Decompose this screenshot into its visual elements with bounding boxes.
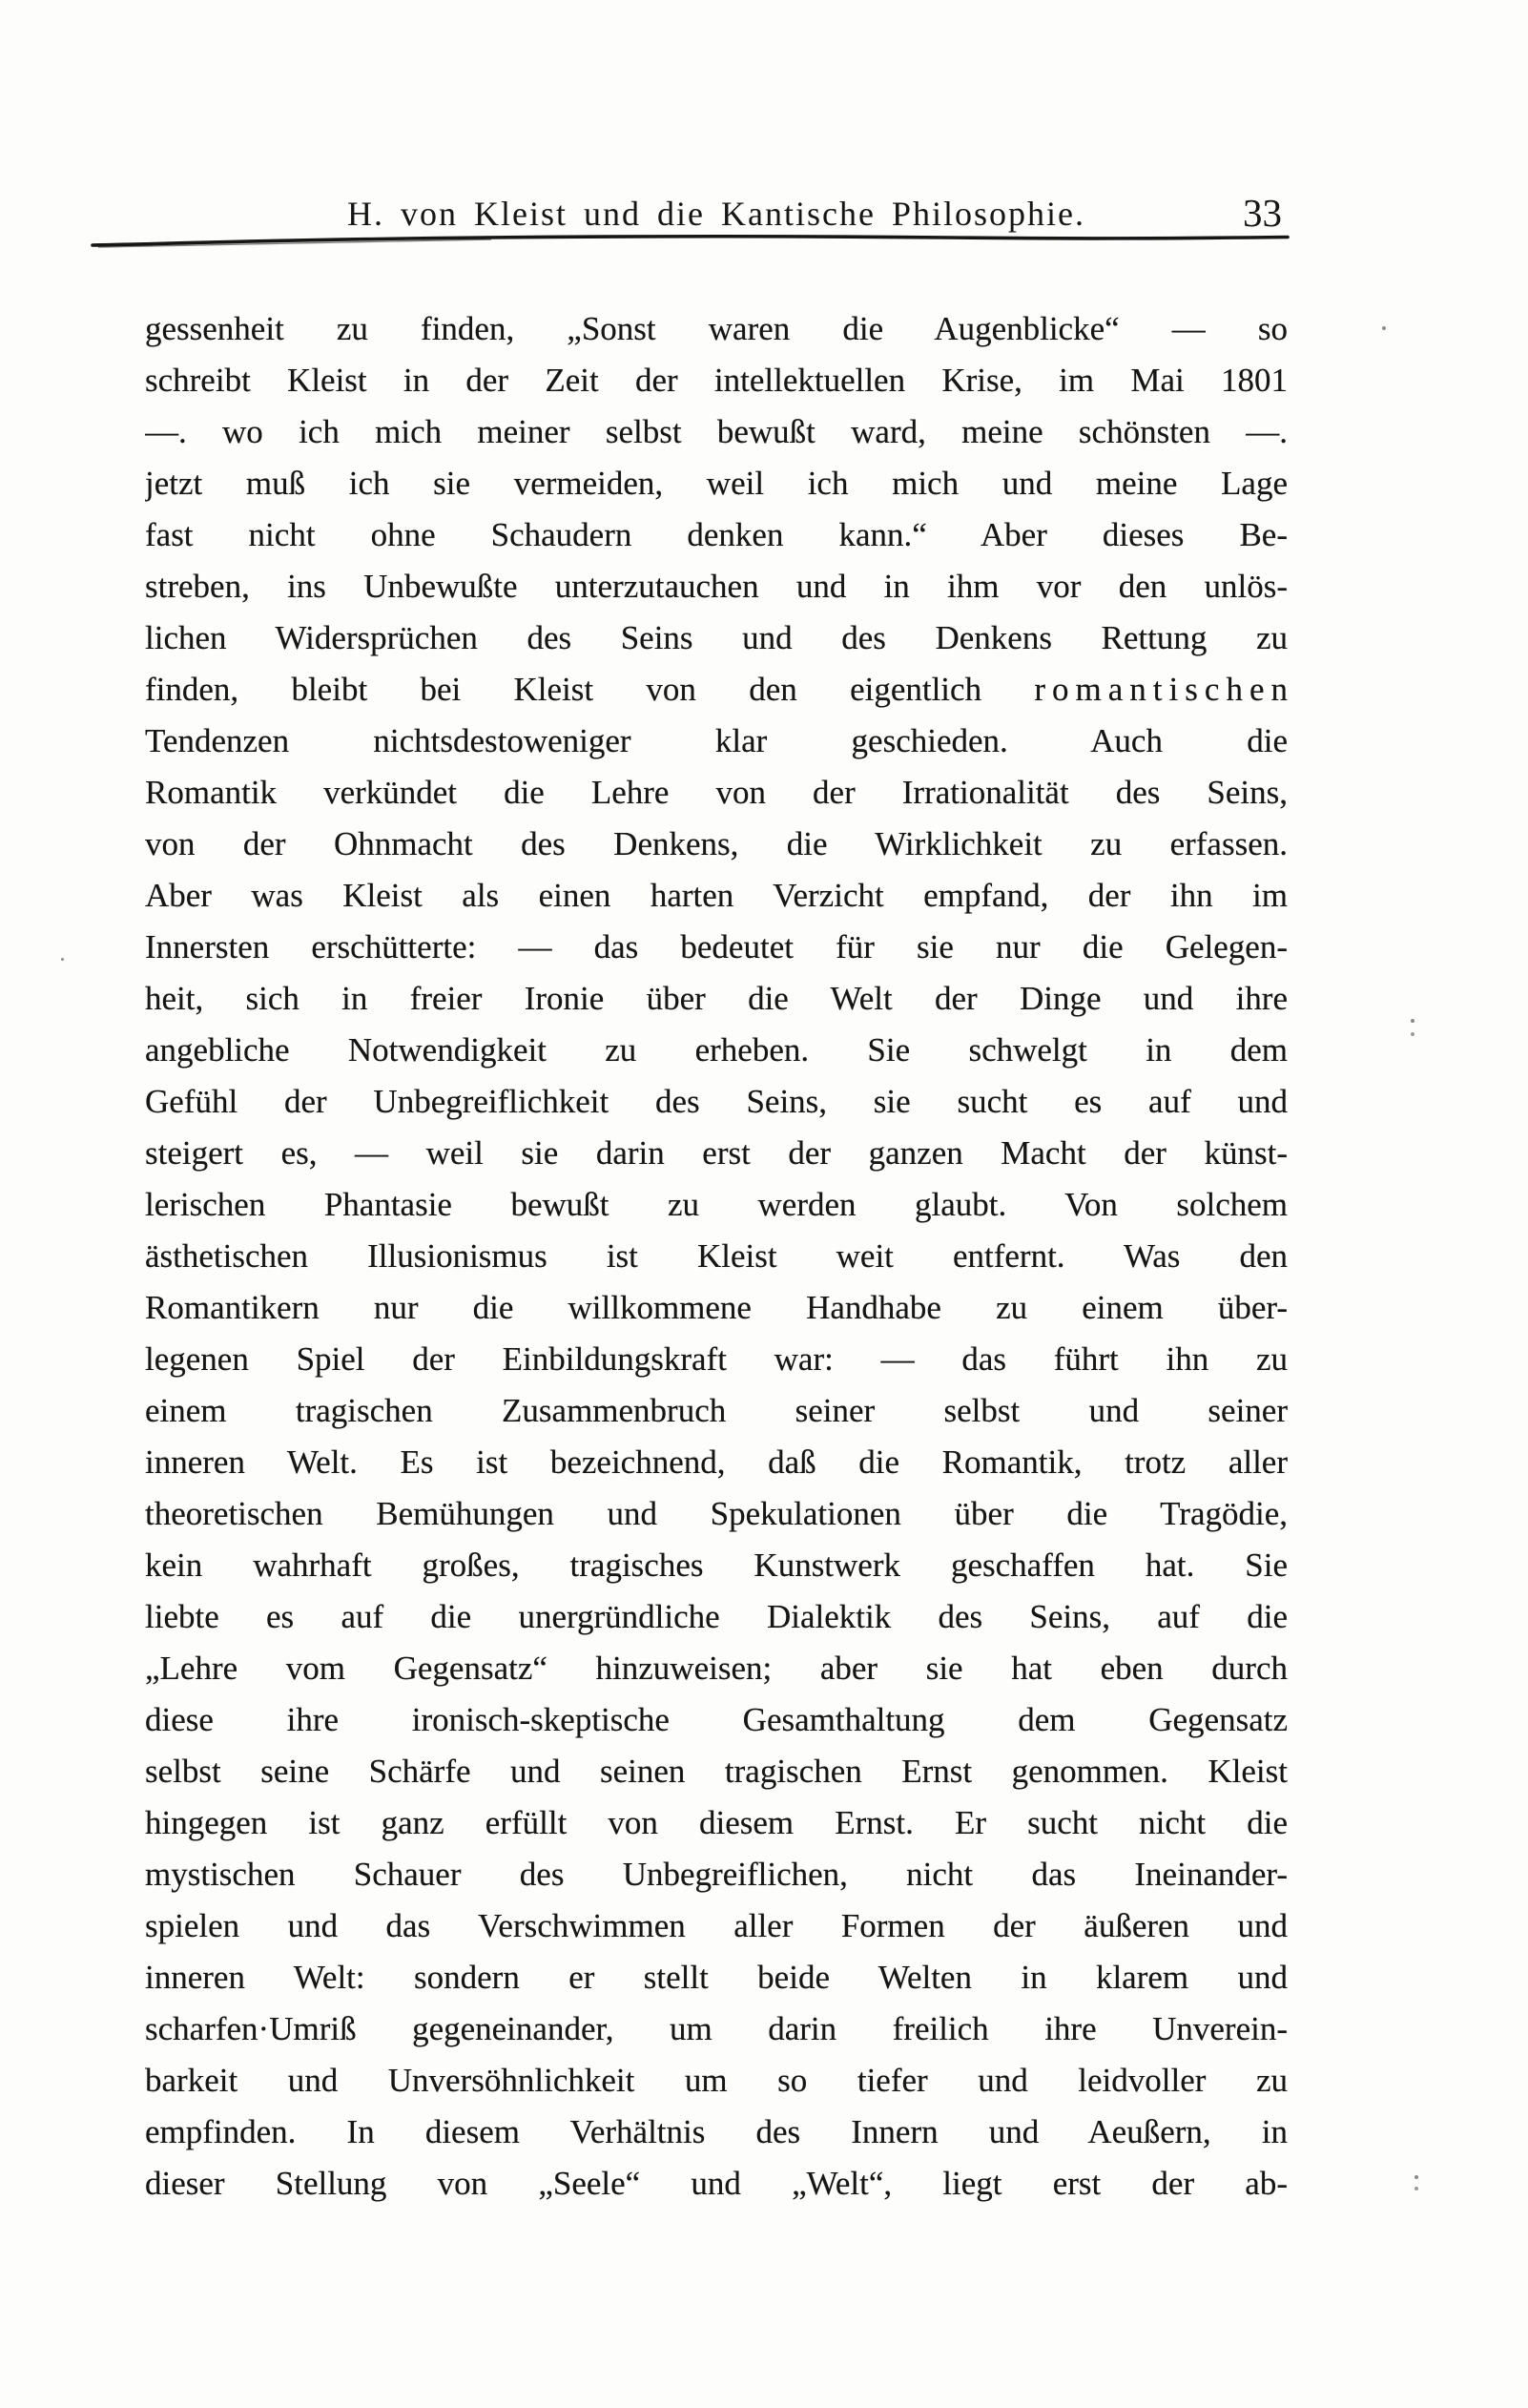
text-line: Aber was Kleist als einen harten Verzicht empfand, der ihn im — [145, 877, 1288, 914]
text-line: „Lehre vom Gegensatz“ hinzuweisen; aber sie hat eben durch — [145, 1650, 1288, 1687]
text-line: dieser Stellung von „Seele“ und „Welt“, liegt erst der ab- — [145, 2165, 1288, 2202]
text-line: Gefühl der Unbegreiflichkeit des Seins, sie sucht es auf und — [145, 1083, 1288, 1120]
text-line: Romantik verkündet die Lehre von der Irrationalität des Seins, — [145, 774, 1288, 811]
body-text — [145, 303, 1288, 2210]
text-line: kein wahrhaft großes, tragisches Kunstwerk geschaffen hat. Sie — [145, 1547, 1288, 1584]
text-line: empfinden. In diesem Verhältnis des Innern und Aeußern, in — [145, 2113, 1288, 2150]
text-line: Innersten erschütterte: — das bedeutet für sie nur die Gelegen- — [145, 928, 1288, 965]
text-line: legenen Spiel der Einbildungskraft war: — das führt ihn zu — [145, 1340, 1288, 1378]
text-line: gessenheit zu finden, „Sonst waren die Augenblicke“ — so — [145, 310, 1288, 347]
page-number: 33 — [1243, 191, 1282, 235]
text-line: fast nicht ohne Schaudern denken kann.“ Aber dieses Be- — [145, 516, 1288, 553]
text-line: lerischen Phantasie bewußt zu werden glaubt. Von solchem — [145, 1186, 1288, 1223]
text-line: heit, sich in freier Ironie über die Welt der Dinge und ihre — [145, 980, 1288, 1017]
text-line: jetzt muß ich sie vermeiden, weil ich mich und meine Lage — [145, 465, 1288, 502]
scan-speck — [1414, 2175, 1418, 2179]
text-line: theoretischen Bemühungen und Spekulationen über die Tragödie, — [145, 1495, 1288, 1532]
text-line: schreibt Kleist in der Zeit der intellektuellen Krise, im Mai 1801 — [145, 362, 1288, 399]
text-line: steigert es, — weil sie darin erst der ganzen Macht der künst- — [145, 1134, 1288, 1172]
text-line: —. wo ich mich meiner selbst bewußt ward, meine schönsten —. — [145, 413, 1288, 450]
text-line: liebte es auf die unergründliche Dialektik des Seins, auf die — [145, 1598, 1288, 1635]
text-line: von der Ohnmacht des Denkens, die Wirklichkeit zu erfassen. — [145, 825, 1288, 862]
text-line: angebliche Notwendigkeit zu erheben. Sie schwelgt in dem — [145, 1031, 1288, 1069]
page-header — [145, 191, 1288, 235]
text-line: ästhetischen Illusionismus ist Kleist weit entfernt. Was den — [145, 1237, 1288, 1275]
text-line: barkeit und Unversöhnlichkeit um so tiefer und leidvoller zu — [145, 2062, 1288, 2099]
text-line: inneren Welt: sondern er stellt beide Welten in klarem und — [145, 1959, 1288, 1996]
text-line: finden, bleibt bei Kleist von den eigentlich r o m a n t i s c h e n — [145, 671, 1288, 708]
header-rule — [91, 233, 1292, 250]
text-line: Tendenzen nichtsdestoweniger klar geschieden. Auch die — [145, 722, 1288, 759]
text-line: einem tragischen Zusammenbruch seiner selbst und seiner — [145, 1392, 1288, 1429]
text-line: lichen Widersprüchen des Seins und des Denkens Rettung zu — [145, 619, 1288, 656]
text-line: spielen und das Verschwimmen aller Formen der äußeren und — [145, 1907, 1288, 1944]
running-title: H. von Kleist und die Kantische Philosophie. — [347, 195, 1085, 233]
text-line: hingegen ist ganz erfüllt von diesem Ernst. Er sucht nicht die — [145, 1804, 1288, 1841]
scan-speck — [1411, 1019, 1414, 1023]
text-line: mystischen Schauer des Unbegreiflichen, nicht das Ineinander- — [145, 1856, 1288, 1893]
text-line: diese ihre ironisch-skeptische Gesamthaltung dem Gegensatz — [145, 1701, 1288, 1738]
scan-speck — [1382, 326, 1386, 330]
scan-speck — [61, 958, 64, 961]
text-line: scharfen·Umriß gegeneinander, um darin freilich ihre Unverein- — [145, 2010, 1288, 2047]
text-line: inneren Welt. Es ist bezeichnend, daß die Romantik, trotz aller — [145, 1443, 1288, 1481]
text-line: selbst seine Schärfe und seinen tragischen Ernst genommen. Kleist — [145, 1753, 1288, 1790]
text-line: Romantikern nur die willkommene Handhabe zu einem über- — [145, 1289, 1288, 1326]
text-line: streben, ins Unbewußte unterzutauchen und in ihm vor den unlös- — [145, 568, 1288, 605]
